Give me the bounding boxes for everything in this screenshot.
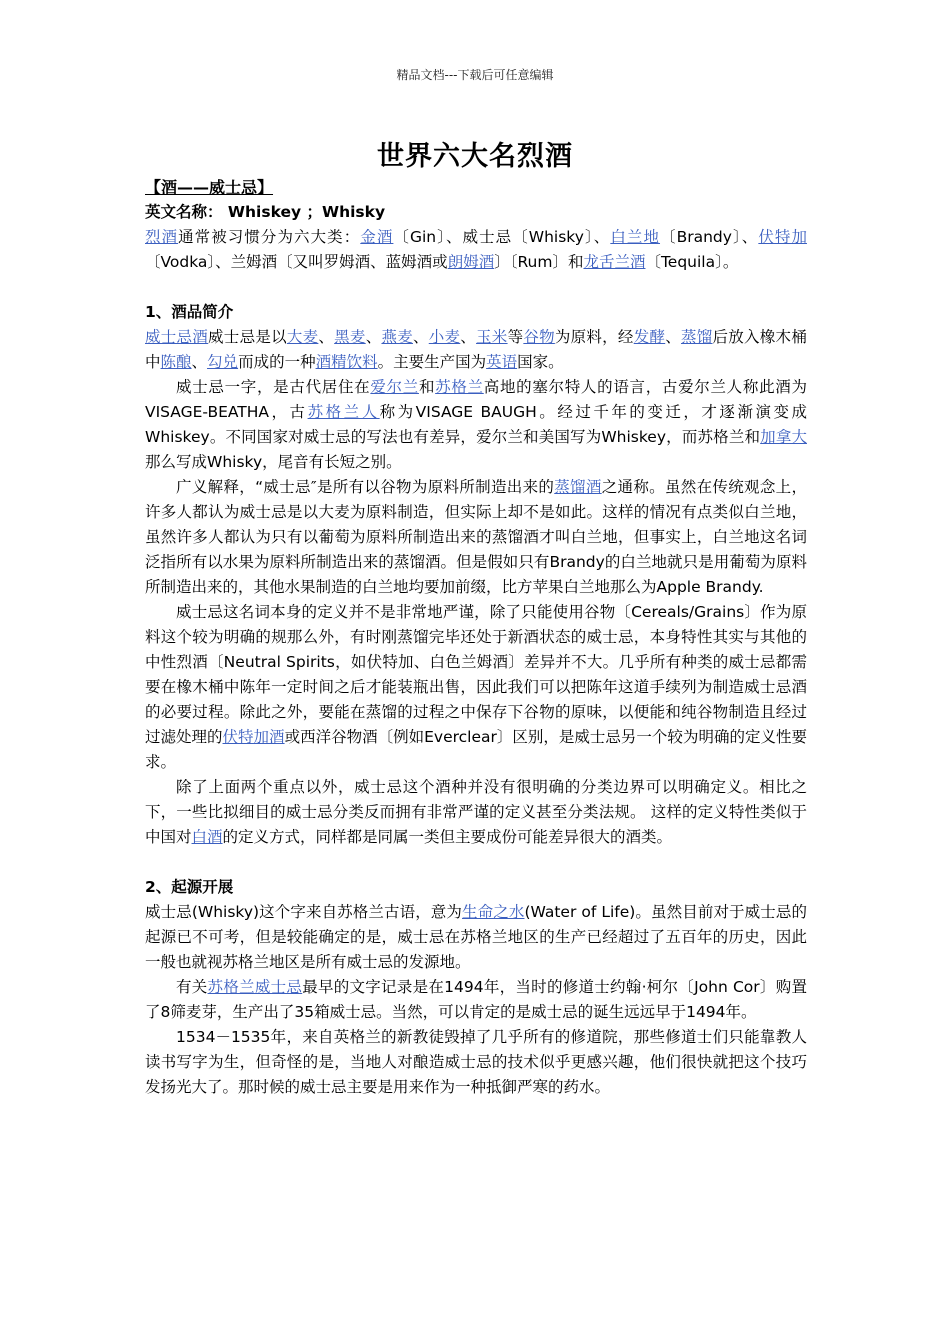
link-english[interactable]: 英语 [486,353,518,371]
link-vodka-2[interactable]: 伏特加酒 [222,728,285,746]
link-brandy[interactable]: 白兰地 [610,228,661,246]
paragraph-5: 除了上面两个重点以外，威士忌这个酒种并没有很明确的分类边界可以明确定义。相比之下，一些比拟细目的威士忌分类反而拥有非常严谨的定义甚至分类法规。 这样的定义特性类似于中国对白酒的定义方式，同样都是同属一类但主要成份可能差异很大的酒类。 [145,778,807,846]
intro-paragraph: 烈酒通常被习惯分为六大类：金酒〔Gin〕、威士忌〔Whisky〕、白兰地〔Brandy〕、伏特加〔Vodka〕、兰姆酒〔又叫罗姆酒、蓝姆酒或朗姆酒〕〔Rum〕和龙舌兰酒〔Tequila〕。 [145,228,807,271]
link-wheat[interactable]: 小麦 [428,328,461,346]
link-grain[interactable]: 谷物 [523,328,555,346]
paragraph-1: 威士忌酒威士忌是以大麦、黑麦、燕麦、小麦、玉米等谷物为原料，经发酵、蒸馏后放入橡木桶中陈酿、勾兑而成的一种酒精饮料。主要生产国为英语国家。 [145,328,807,371]
link-blending[interactable]: 勾兑 [207,353,239,371]
link-fermentation[interactable]: 发酵 [633,328,666,346]
link-scots[interactable]: 苏格兰人 [307,403,380,421]
link-rye[interactable]: 黑麦 [334,328,366,346]
paragraph-7: 有关苏格兰威士忌最早的文字记录是在1494年，当时的修道士约翰·柯尔〔John Cor〕购置了8筛麦芽，生产出了35箱威士忌。当然，可以肯定的是威士忌的诞生远远早于1494年。 [145,978,807,1021]
link-aging[interactable]: 陈酿 [160,353,192,371]
link-oats[interactable]: 燕麦 [381,328,413,346]
link-distilled-spirit[interactable]: 蒸馏酒 [554,478,602,496]
link-canada[interactable]: 加拿大 [760,428,807,446]
section-heading: 【酒——威士忌】 [145,178,274,197]
paragraph-4: 威士忌这名词本身的定义并不是非常地严谨，除了只能使用谷物〔Cereals/Grains〕作为原料这个较为明确的规那么外，有时刚蒸馏完毕还处于新酒状态的威士忌，本身特性其实与其他的中性烈酒〔Neutral Spirits，如伏特加、白色兰姆酒〕差异并不大。几乎所有种类的威士忌都需要在橡木桶中陈年一定时间之后才能装瓶出售，因此我们可以把陈年这道手续列为制造威士忌酒的必要过程。除此之外，要能在蒸馏的过程之中保存下谷物的原味，以便能和纯谷物制造且经过过滤处理的伏特加酒或西洋谷物酒〔例如Everclear〕区别，是威士忌另一个较为明确的定义性要求。 [145,603,807,771]
link-distillation[interactable]: 蒸馏 [680,328,713,346]
header-note: 精品文档---下载后可任意编辑 [396,68,554,82]
link-alcoholic-beverage[interactable]: 酒精饮料 [315,353,378,371]
page-title: 世界六大名烈酒 [377,141,573,172]
link-gin[interactable]: 金酒 [360,228,394,246]
link-spirits[interactable]: 烈酒 [145,228,179,246]
paragraph-3: 广义解释，“威士忌″是所有以谷物为原料所制造出来的蒸馏酒之通称。虽然在传统观念上，许多人都认为威士忌是以大麦为原料制造，但实际上却不是如此。这样的情况有点类似白兰地，虽然许多人都认为只有以葡萄为原料所制造出来的蒸馏酒才叫白兰地，但事实上，白兰地这名词泛指所有以水果为原料所制造出来的蒸馏酒。但是假如只有Brandy的白兰地就只是用葡萄为原料所制造出来的，其他水果制造的白兰地均要加前缀，比方苹果白兰地那么为Apple Brandy. [145,478,807,596]
link-tequila[interactable]: 龙舌兰酒 [583,253,646,271]
paragraph-8: 1534－1535年，来自英格兰的新教徒毁掉了几乎所有的修道院，那些修道士们只能靠教人读书写字为生，但奇怪的是，当地人对酿造威士忌的技术似乎更感兴趣，他们很快就把这个技巧发扬光大了。那时候的威士忌主要是用来作为一种抵御严寒的药水。 [145,1028,807,1096]
link-vodka[interactable]: 伏特加 [758,228,807,246]
link-baijiu[interactable]: 白酒 [191,828,223,846]
paragraph-2: 威士忌一字，是古代居住在爱尔兰和苏格兰高地的塞尔特人的语言，古爱尔兰人称此酒为VISAGE-BEATHA，古苏格兰人称为VISAGE BAUGH。经过千年的变迁，才逐渐演变成Whiskey。不同国家对威士忌的写法也有差异，爱尔兰和美国写为Whiskey，而苏格兰和加拿大那么写成Whisky，尾音有长短之别。 [145,378,807,471]
link-scotch-whisky[interactable]: 苏格兰威士忌 [207,978,303,996]
english-name: 英文名称： Whiskey ；Whisky [145,203,386,221]
link-corn[interactable]: 玉米 [476,328,508,346]
link-scotland[interactable]: 苏格兰 [435,378,484,396]
document-body [145,175,807,1100]
paragraph-6: 威士忌(Whisky)这个字来自苏格兰古语，意为生命之水(Water of Life)。虽然目前对于威士忌的起源已不可考，但是较能确定的是，威士忌在苏格兰地区的生产已经超过了五百年的历史，因此一般也就视苏格兰地区是所有威士忌的发源地。 [145,903,807,971]
link-whisky[interactable]: 威士忌酒 [145,328,209,346]
heading-origin: 2、起源开展 [145,878,234,896]
link-ireland[interactable]: 爱尔兰 [370,378,419,396]
link-barley[interactable]: 大麦 [286,328,319,346]
link-water-of-life[interactable]: 生命之水 [462,903,525,921]
heading-introduction: 1、酒品简介 [145,303,234,321]
link-rum[interactable]: 朗姆酒 [447,253,495,271]
